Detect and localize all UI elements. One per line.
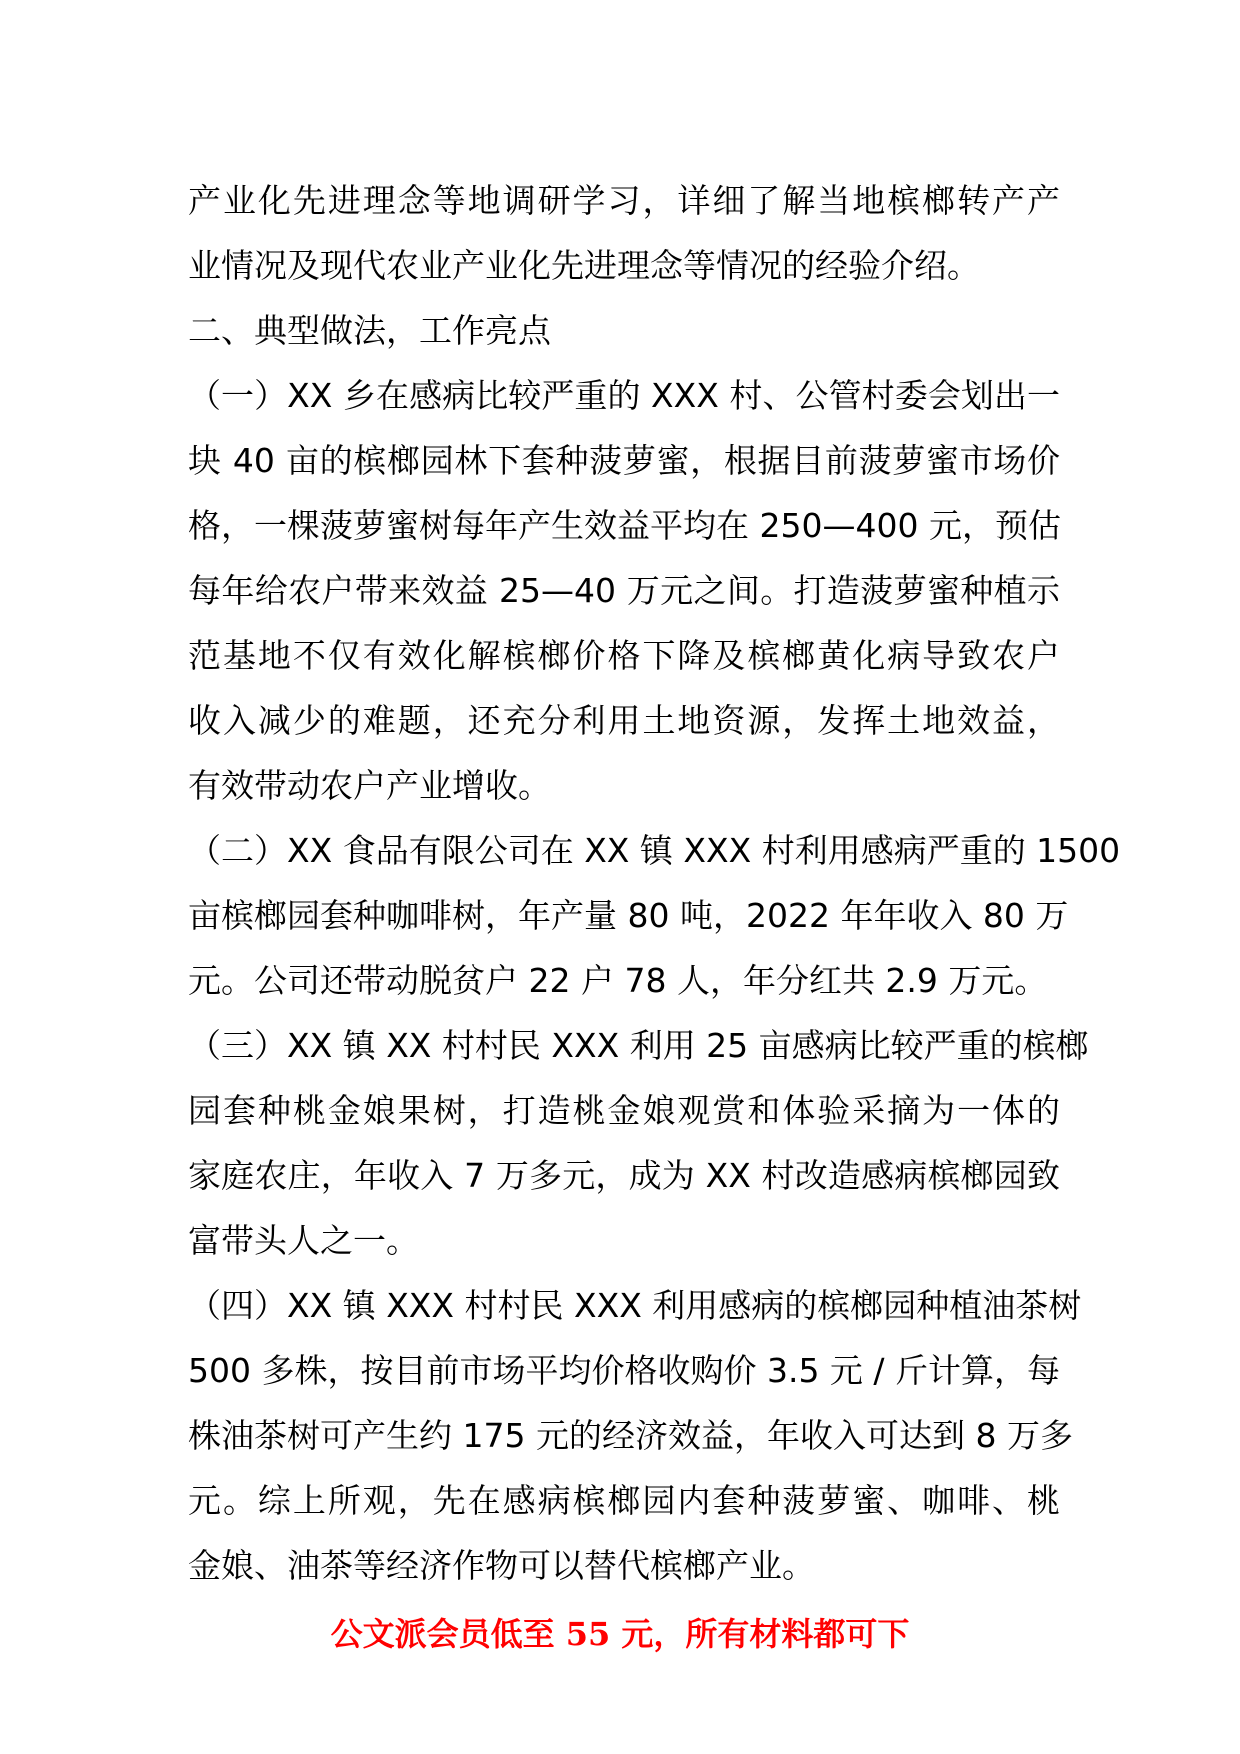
text-line: （二）XX 食品有限公司在 XX 镇 XXX 村利用感病严重的 1500 bbox=[188, 831, 1121, 870]
text-line: 块 40 亩的槟榔园林下套种菠萝蜜，根据目前菠萝蜜市场价 bbox=[188, 441, 1060, 480]
text-line: 家庭农庄，年收入 7 万多元，成为 XX 村改造感病槟榔园致 bbox=[188, 1156, 1060, 1195]
text-line: 范基地不仅有效化解槟榔价格下降及槟榔黄化病导致农户 bbox=[188, 636, 1060, 675]
text-line: 收入减少的难题，还充分利用土地资源，发挥土地效益， bbox=[188, 701, 1060, 740]
text-line: （四）XX 镇 XXX 村村民 XXX 利用感病的槟榔园种植油茶树 bbox=[188, 1286, 1082, 1325]
section-heading: 二、典型做法，工作亮点 bbox=[188, 311, 551, 350]
text-line: 金娘、油茶等经济作物可以替代槟榔产业。 bbox=[188, 1546, 815, 1585]
text-line: 产业化先进理念等地调研学习，详细了解当地槟榔转产产 bbox=[188, 181, 1060, 220]
promo-footer: 公文派会员低至 55 元，所有材料都可下 bbox=[330, 1615, 910, 1653]
text-line: 园套种桃金娘果树，打造桃金娘观赏和体验采摘为一体的 bbox=[188, 1091, 1060, 1130]
text-line: 亩槟榔园套种咖啡树，年产量 80 吨，2022 年年收入 80 万 bbox=[188, 896, 1069, 935]
text-line: （三）XX 镇 XX 村村民 XXX 利用 25 亩感病比较严重的槟榔 bbox=[188, 1026, 1089, 1065]
text-line: 有效带动农户产业增收。 bbox=[188, 766, 551, 805]
text-line: 元。公司还带动脱贫户 22 户 78 人，年分红共 2.9 万元。 bbox=[188, 961, 1048, 1000]
text-line: 株油茶树可产生约 175 元的经济效益，年收入可达到 8 万多 bbox=[188, 1416, 1073, 1455]
text-line: 格，一棵菠萝蜜树每年产生效益平均在 250—400 元，预估 bbox=[188, 506, 1061, 545]
document-body bbox=[188, 168, 1121, 1598]
text-line: 每年给农户带来效益 25—40 万元之间。打造菠萝蜜种植示 bbox=[188, 571, 1060, 610]
text-line: （一）XX 乡在感病比较严重的 XXX 村、公管村委会划出一 bbox=[188, 376, 1060, 415]
text-line: 元。综上所观，先在感病槟榔园内套种菠萝蜜、咖啡、桃 bbox=[188, 1481, 1060, 1520]
text-line: 500 多株，按目前市场平均价格收购价 3.5 元 / 斤计算，每 bbox=[188, 1351, 1061, 1390]
text-line: 业情况及现代农业产业化先进理念等情况的经验介绍。 bbox=[188, 246, 980, 285]
text-line: 富带头人之一。 bbox=[188, 1221, 419, 1260]
